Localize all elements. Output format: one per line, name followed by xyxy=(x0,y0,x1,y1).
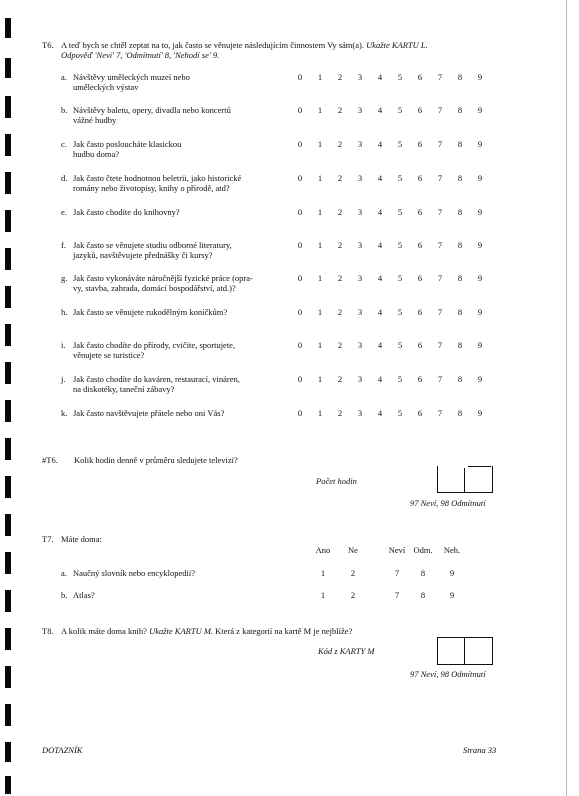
scale-option[interactable]: 2 xyxy=(337,273,343,283)
scale-option[interactable]: 7 xyxy=(437,374,443,384)
item-text-line2: romány nebo životopisy, knihy o přírodě, atd? xyxy=(73,183,230,193)
scale-option[interactable]: 8 xyxy=(457,340,463,350)
t7-option[interactable]: 1 xyxy=(320,590,326,600)
scale-option[interactable]: 6 xyxy=(417,139,423,149)
question-t8-end: Která z kategorií na kartě M je nejblíže? xyxy=(213,626,353,636)
scale-option[interactable]: 6 xyxy=(417,307,423,317)
scale-option[interactable]: 9 xyxy=(477,139,483,149)
item-letter: j. xyxy=(61,374,66,384)
scale-option[interactable]: 0 xyxy=(297,173,303,183)
scale-option[interactable]: 2 xyxy=(337,340,343,350)
binding-hole xyxy=(5,18,11,38)
scale-option[interactable]: 3 xyxy=(357,340,363,350)
binding-hole xyxy=(5,476,11,498)
scale-option[interactable]: 8 xyxy=(457,105,463,115)
scale-option[interactable]: 9 xyxy=(477,173,483,183)
item-text-line2: věnujete se turistice? xyxy=(73,350,145,360)
scale-option[interactable]: 9 xyxy=(477,408,483,418)
item-letter: c. xyxy=(61,139,67,149)
scale-option[interactable]: 5 xyxy=(397,340,403,350)
scale-option[interactable]: 2 xyxy=(337,408,343,418)
scale-option[interactable]: 5 xyxy=(397,207,403,217)
item-scale xyxy=(290,72,490,82)
scale-option[interactable]: 1 xyxy=(317,207,323,217)
scale-option[interactable]: 5 xyxy=(397,307,403,317)
card-code-box[interactable] xyxy=(437,637,493,665)
scale-option[interactable]: 0 xyxy=(297,207,303,217)
scale-option[interactable]: 7 xyxy=(437,273,443,283)
scale-option[interactable]: 8 xyxy=(457,72,463,82)
binding-hole xyxy=(5,514,11,536)
item-text-line2: vy, stavba, zahrada, domácí bospodářství, atd.)? xyxy=(73,283,236,293)
scale-option[interactable]: 8 xyxy=(457,139,463,149)
scale-option[interactable]: 8 xyxy=(457,408,463,418)
scale-option[interactable]: 6 xyxy=(417,273,423,283)
t7-option[interactable]: 2 xyxy=(350,590,356,600)
item-scale xyxy=(290,105,490,115)
scale-option[interactable]: 9 xyxy=(477,240,483,250)
scale-option[interactable]: 2 xyxy=(337,207,343,217)
binding-hole xyxy=(5,210,11,232)
question-t6-text: A teď bych se chtěl zeptat na to, jak často se věnujete následujícím činnostem Vy sám(a). xyxy=(61,40,367,50)
hours-field-label: Počet hodin xyxy=(316,476,357,486)
item-scale xyxy=(290,374,490,384)
scale-option[interactable]: 9 xyxy=(477,273,483,283)
scale-option[interactable]: 9 xyxy=(477,307,483,317)
item-scale xyxy=(290,207,490,217)
scale-option[interactable]: 6 xyxy=(417,105,423,115)
scale-option[interactable]: 1 xyxy=(317,374,323,384)
scale-option[interactable]: 7 xyxy=(437,240,443,250)
page-edge xyxy=(566,0,567,796)
binding-hole xyxy=(5,96,11,118)
item-text-line2: hudbu doma? xyxy=(73,149,120,159)
item-letter: e. xyxy=(61,207,67,217)
question-t6-line2: Odpověď 'Neví' 7, 'Odmítnutí' 8, 'Nehodí se' 9. xyxy=(61,50,220,60)
item-letter: a. xyxy=(61,72,67,82)
scale-option[interactable]: 3 xyxy=(357,307,363,317)
scale-option[interactable]: 4 xyxy=(377,273,383,283)
scale-option[interactable]: 3 xyxy=(357,105,363,115)
item-text-line1: Jak často chodíte do kaváren, restaurací, vináren, xyxy=(73,374,240,384)
hours-box-divider xyxy=(464,468,465,492)
binding-hole xyxy=(5,666,11,688)
scale-option[interactable]: 2 xyxy=(337,105,343,115)
binding-hole xyxy=(5,742,11,762)
hours-note: 97 Neví, 98 Odmítnutí xyxy=(410,498,486,508)
item-letter: d. xyxy=(61,173,68,183)
question-number-t8: T8. xyxy=(42,626,54,636)
binding-hole xyxy=(5,172,11,194)
scale-option[interactable]: 4 xyxy=(377,307,383,317)
item-text-line1: Jak často posloucháte klasickou xyxy=(73,139,182,149)
scale-option[interactable]: 6 xyxy=(417,173,423,183)
item-text-line1: Jak často navštěvujete přátele nebo oni Vás? xyxy=(73,408,225,418)
t7-column-header: Ano xyxy=(315,545,331,555)
scale-option[interactable]: 7 xyxy=(437,408,443,418)
item-letter: h. xyxy=(61,307,68,317)
scale-option[interactable]: 9 xyxy=(477,72,483,82)
scale-option[interactable]: 6 xyxy=(417,207,423,217)
question-t6-line1 xyxy=(61,40,428,50)
t7-option[interactable]: 8 xyxy=(420,590,426,600)
scale-option[interactable]: 4 xyxy=(377,139,383,149)
scale-option[interactable]: 4 xyxy=(377,240,383,250)
scale-option[interactable]: 6 xyxy=(417,374,423,384)
scale-option[interactable]: 7 xyxy=(437,173,443,183)
scale-option[interactable]: 8 xyxy=(457,307,463,317)
hours-code-box[interactable] xyxy=(437,466,493,493)
scale-option[interactable]: 0 xyxy=(297,139,303,149)
scale-option[interactable]: 7 xyxy=(437,340,443,350)
item-letter: i. xyxy=(61,340,66,350)
binding-hole xyxy=(5,438,11,460)
t7-row-text: Naučný slovník nebo encyklopedii? xyxy=(73,568,196,578)
item-text-line1: Jak často se věnujete studiu odborné literatury, xyxy=(73,240,232,250)
scale-option[interactable]: 4 xyxy=(377,207,383,217)
binding-hole xyxy=(5,324,11,346)
item-scale xyxy=(290,240,490,250)
scale-option[interactable]: 5 xyxy=(397,374,403,384)
item-text-line1: Jak často čtete hodnotnou beletrii, jako historické xyxy=(73,173,242,183)
footer-right: Strana 33 xyxy=(463,745,497,755)
item-text-line1: Jak často chodíte do knihovny? xyxy=(73,207,180,217)
t7-option[interactable]: 9 xyxy=(449,568,455,578)
binding-hole xyxy=(5,248,11,270)
scale-option[interactable]: 5 xyxy=(397,408,403,418)
scale-option[interactable]: 2 xyxy=(337,72,343,82)
scale-option[interactable]: 6 xyxy=(417,240,423,250)
scale-option[interactable]: 1 xyxy=(317,72,323,82)
t7-row-letter: a. xyxy=(61,568,67,578)
binding-hole xyxy=(5,590,11,612)
scale-option[interactable]: 7 xyxy=(437,307,443,317)
scale-option[interactable]: 3 xyxy=(357,207,363,217)
item-scale xyxy=(290,173,490,183)
scale-option[interactable]: 0 xyxy=(297,408,303,418)
binding-hole xyxy=(5,58,11,78)
scale-option[interactable]: 3 xyxy=(357,173,363,183)
item-text-line2: vážné hudby xyxy=(73,115,117,125)
scale-option[interactable]: 4 xyxy=(377,173,383,183)
item-scale xyxy=(290,340,490,350)
scale-option[interactable]: 9 xyxy=(477,105,483,115)
scale-option[interactable]: 3 xyxy=(357,273,363,283)
item-scale xyxy=(290,273,490,283)
binding-hole xyxy=(5,362,11,384)
scale-option[interactable]: 3 xyxy=(357,72,363,82)
t7-row-letter: b. xyxy=(61,590,68,600)
question-number-t7: T7. xyxy=(42,534,54,544)
item-letter: k. xyxy=(61,408,68,418)
binding-hole xyxy=(5,134,11,156)
binding-hole xyxy=(5,286,11,308)
scale-option[interactable]: 9 xyxy=(477,374,483,384)
scale-option[interactable]: 8 xyxy=(457,273,463,283)
scale-option[interactable]: 0 xyxy=(297,240,303,250)
scale-option[interactable]: 4 xyxy=(377,72,383,82)
t7-option[interactable]: 2 xyxy=(350,568,356,578)
question-t6-card: Ukažte KARTU L. xyxy=(366,40,428,50)
scale-option[interactable]: 3 xyxy=(357,139,363,149)
item-text-line1: Jak často vykonáváte náročnější fyzické práce (opra- xyxy=(73,273,253,283)
t7-option[interactable]: 9 xyxy=(449,590,455,600)
scale-option[interactable]: 0 xyxy=(297,72,303,82)
question-t8 xyxy=(61,626,352,636)
t7-column-header: Neví xyxy=(388,545,406,555)
scale-option[interactable]: 1 xyxy=(317,307,323,317)
item-scale xyxy=(290,307,490,317)
scale-option[interactable]: 3 xyxy=(357,240,363,250)
item-text-line1: Jak často se věnujete rukodělným koníčkům? xyxy=(73,307,228,317)
scale-option[interactable]: 1 xyxy=(317,240,323,250)
scale-option[interactable]: 5 xyxy=(397,240,403,250)
scale-option[interactable]: 5 xyxy=(397,139,403,149)
question-t8-start: A kolik máte doma knih? xyxy=(61,626,150,636)
scale-option[interactable]: 4 xyxy=(377,408,383,418)
scale-option[interactable]: 5 xyxy=(397,105,403,115)
binding-hole xyxy=(5,776,11,794)
item-text-line2: jazyků, navštěvujete přednášky či kursy? xyxy=(73,250,213,260)
scale-option[interactable]: 0 xyxy=(297,340,303,350)
scale-option[interactable]: 1 xyxy=(317,273,323,283)
hours-box-topline xyxy=(468,466,491,467)
card-box-divider xyxy=(464,637,465,664)
scale-option[interactable]: 6 xyxy=(417,340,423,350)
scale-option[interactable]: 7 xyxy=(437,105,443,115)
scale-option[interactable]: 9 xyxy=(477,207,483,217)
scale-option[interactable]: 2 xyxy=(337,240,343,250)
scale-option[interactable]: 4 xyxy=(377,105,383,115)
scale-option[interactable]: 7 xyxy=(437,207,443,217)
binding-hole xyxy=(5,628,11,650)
question-number-t6: T6. xyxy=(42,40,54,50)
scale-option[interactable]: 1 xyxy=(317,173,323,183)
scale-option[interactable]: 2 xyxy=(337,307,343,317)
t7-option[interactable]: 7 xyxy=(394,590,400,600)
scale-option[interactable]: 7 xyxy=(437,72,443,82)
scale-option[interactable]: 2 xyxy=(337,173,343,183)
scale-option[interactable]: 0 xyxy=(297,307,303,317)
scale-option[interactable]: 5 xyxy=(397,72,403,82)
item-text-line1: Návštěvy uměleckých muzeí nebo xyxy=(73,72,190,82)
question-t7: Máte doma: xyxy=(61,534,102,544)
scale-option[interactable]: 9 xyxy=(477,340,483,350)
item-letter: g. xyxy=(61,273,68,283)
scale-option[interactable]: 0 xyxy=(297,374,303,384)
scale-option[interactable]: 7 xyxy=(437,139,443,149)
scale-option[interactable]: 1 xyxy=(317,105,323,115)
scale-option[interactable]: 8 xyxy=(457,173,463,183)
card-code-label: Kód z KARTY M xyxy=(318,646,375,656)
scale-option[interactable]: 0 xyxy=(297,273,303,283)
question-t8-card: Ukažte KARTU M. xyxy=(149,626,214,636)
scale-option[interactable]: 5 xyxy=(397,273,403,283)
scale-option[interactable]: 0 xyxy=(297,105,303,115)
item-scale xyxy=(290,408,490,418)
scale-option[interactable]: 1 xyxy=(317,340,323,350)
scale-option[interactable]: 5 xyxy=(397,173,403,183)
t7-option[interactable]: 1 xyxy=(320,568,326,578)
binding-hole xyxy=(5,400,11,422)
scale-option[interactable]: 8 xyxy=(457,207,463,217)
question-number-t6b: #T6. xyxy=(42,455,58,465)
question-t6b: Kolik hodin denně v průměru sledujete televizi? xyxy=(74,455,238,465)
item-letter: f. xyxy=(61,240,66,250)
item-text-line1: Návštěvy baletu, opery, divadla nebo koncertů xyxy=(73,105,231,115)
t7-column-header: Ne xyxy=(348,545,358,555)
scale-option[interactable]: 2 xyxy=(337,374,343,384)
footer-left: DOTAZNÍK xyxy=(42,745,83,755)
scale-option[interactable]: 6 xyxy=(417,408,423,418)
scale-option[interactable]: 2 xyxy=(337,139,343,149)
scale-option[interactable]: 1 xyxy=(317,408,323,418)
scale-option[interactable]: 8 xyxy=(457,374,463,384)
scale-option[interactable]: 3 xyxy=(357,408,363,418)
t7-row-text: Atlas? xyxy=(73,590,95,600)
binding-hole xyxy=(5,552,11,574)
t7-option[interactable]: 8 xyxy=(420,568,426,578)
scale-option[interactable]: 8 xyxy=(457,240,463,250)
scale-option[interactable]: 6 xyxy=(417,72,423,82)
card-code-note: 97 Neví, 98 Odmítnutí xyxy=(410,669,486,679)
scale-option[interactable]: 4 xyxy=(377,374,383,384)
item-text-line2: na diskotéky, taneční zábavy? xyxy=(73,384,175,394)
binding-hole xyxy=(5,704,11,726)
t7-option[interactable]: 7 xyxy=(394,568,400,578)
t7-column-header: Neh. xyxy=(443,545,461,555)
scale-option[interactable]: 1 xyxy=(317,139,323,149)
item-letter: b. xyxy=(61,105,68,115)
scale-option[interactable]: 4 xyxy=(377,340,383,350)
item-text-line1: Jak často chodíte do přírody, cvičíte, sportujete, xyxy=(73,340,236,350)
t7-column-header: Odm. xyxy=(413,545,433,555)
item-text-line2: uměleckých výstav xyxy=(73,82,139,92)
scale-option[interactable]: 3 xyxy=(357,374,363,384)
item-scale xyxy=(290,139,490,149)
